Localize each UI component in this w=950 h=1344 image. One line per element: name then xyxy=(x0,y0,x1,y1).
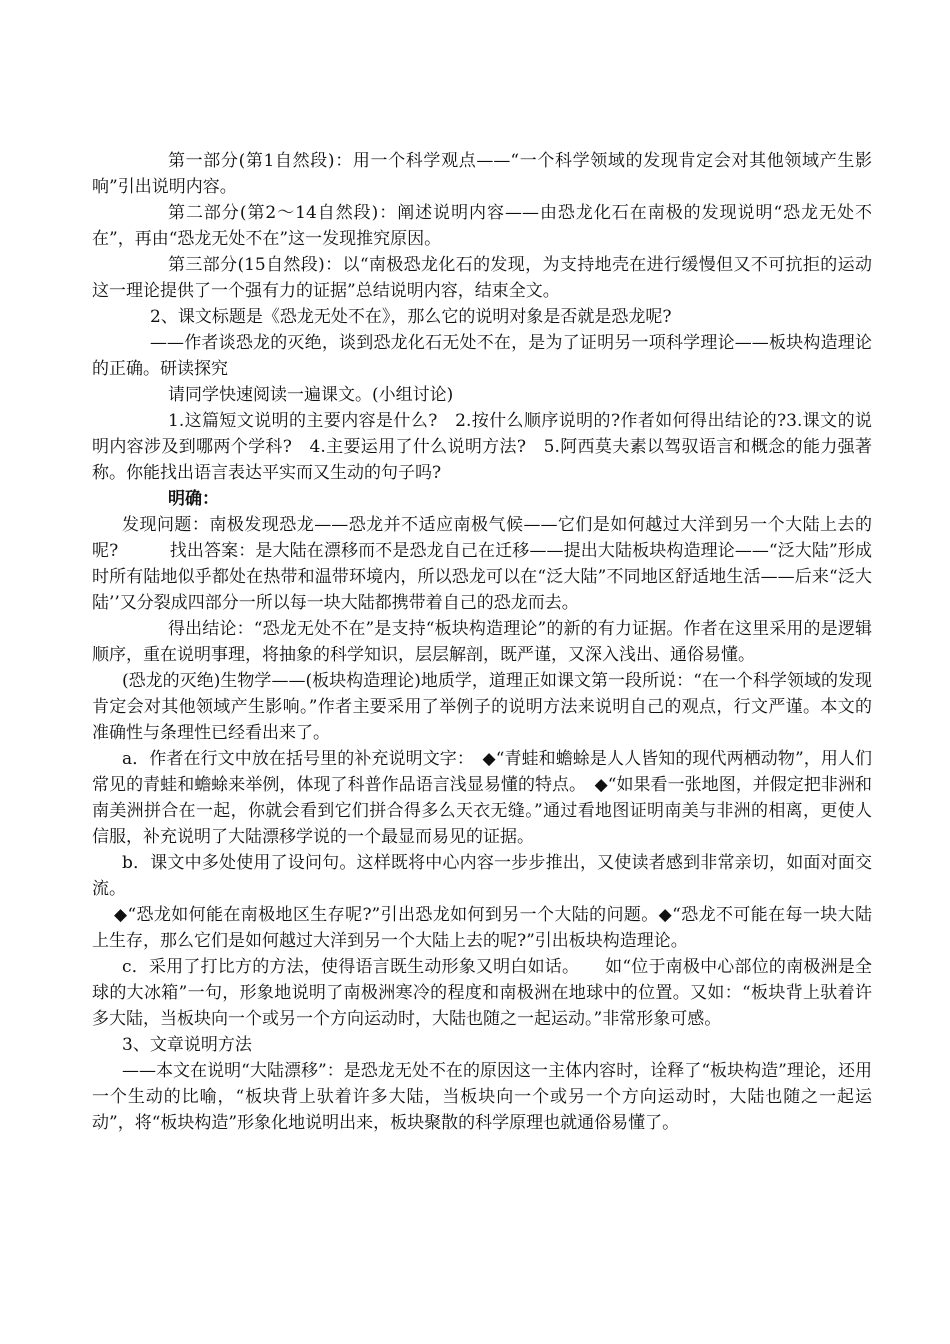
subjects-paragraph: (恐龙的灭绝)生物学——(板块构造理论)地质学，道理正如课文第一段所说：“在一个科学领域的发现肯定会对其他领域产生影响。”作者主要采用了举例子的说明方法来说明自己的观点，行文严谨。本文的准确性与条理性已经看出来了。 xyxy=(92,671,872,743)
question-two-answer: ——作者谈恐龙的灭绝，谈到恐龙化石无处不在，是为了证明另一项科学理论——板块构造理论的正确。研读探究 xyxy=(92,333,872,379)
part-two-paragraph: 第二部分(第2～14自然段)：阐述说明内容——由恐龙化石在南极的发现说明“恐龙无处不在”，再由“恐龙无处不在”这一发现推究原因。 xyxy=(92,203,872,249)
reading-prompt: 请同学快速阅读一遍课文。(小组讨论) xyxy=(168,385,454,405)
conclusion-paragraph: 得出结论：“恐龙无处不在”是支持“板块构造理论”的新的有力证据。作者在这里采用的是逻辑顺序，重在说明事理，将抽象的科学知识，层层解剖，既严谨，又深入浅出、通俗易懂。 xyxy=(92,619,872,665)
discover-paragraph: 发现问题：南极发现恐龙——恐龙并不适应南极气候——它们是如何越过大洋到另一个大陆上去的呢? 找出答案：是大陆在漂移而不是恐龙自己在迁移——提出大陆板块构造理论——“泛大陆”形成时所有陆地似乎都处在热带和温带环境内，所以恐龙可以在“泛大陆”不同地区舒适地生活——后来“泛大陆’’又分裂成四部分一所以每一块大陆都携带着自己的恐龙而去。 xyxy=(92,515,872,613)
point-a-paragraph: a．作者在行文中放在括号里的补充说明文字： ◆“青蛙和蟾蜍是人人皆知的现代两栖动物”，用人们常见的青蛙和蟾蜍来举例，体现了科普作品语言浅显易懂的特点。 ◆“如果看一张地图，并假定把非洲和南美洲拼合在一起，你就会看到它们拼合得多么天衣无缝。”通过看地图证明南美与非洲的相离，更使人信服，补充说明了大陆漂移学说的一个最显而易见的证据。 xyxy=(92,749,872,847)
point-b-paragraph: b．课文中多处使用了设问句。这样既将中心内容一步步推出，又使读者感到非常亲切，如面对面交流。 xyxy=(92,853,872,899)
part-one-paragraph: 第一部分(第1自然段)：用一个科学观点——“一个科学领域的发现肯定会对其他领域产生影响”引出说明内容。 xyxy=(92,151,872,197)
method-heading: 3、文章说明方法 xyxy=(122,1035,252,1055)
method-body: ——本文在说明“大陆漂移”：是恐龙无处不在的原因这一主体内容时，诠释了“板块构造”理论，还用一个生动的比喻，“板块背上驮着许多大陆，当板块向一个或另一个方向运动时，大陆也随之一起运动”，将“板块构造”形象化地说明出来，板块聚散的科学原理也就通俗易懂了。 xyxy=(92,1061,872,1133)
clarify-heading: 明确： xyxy=(168,489,219,509)
point-c-paragraph: c．采用了打比方的方法，使得语言既生动形象又明白如话。 如“位于南极中心部位的南极洲是全球的大冰箱”一句，形象地说明了南极洲寒冷的程度和南极洲在地球中的位置。又如：“板块背上驮着许多大陆，当板块向一个或另一个方向运动时，大陆也随之一起运动。”非常形象可感。 xyxy=(92,957,872,1029)
point-b-examples: ◆“恐龙如何能在南极地区生存呢?”引出恐龙如何到另一个大陆的问题。◆“恐龙不可能在每一块大陆上生存，那么它们是如何越过大洋到另一个大陆上去的呢?”引出板块构造理论。 xyxy=(92,905,872,951)
document-body xyxy=(92,148,872,1136)
part-three-paragraph: 第三部分(15自然段)：以“南极恐龙化石的发现，为支持地壳在进行缓慢但又不可抗拒的运动这一理论提供了一个强有力的证据”总结说明内容，结束全文。 xyxy=(92,255,872,301)
question-two: 2、课文标题是《恐龙无处不在》，那么它的说明对象是否就是恐龙呢? xyxy=(150,307,672,327)
discussion-questions: 1.这篇短文说明的主要内容是什么? 2.按什么顺序说明的?作者如何得出结论的?3.课文的说明内容涉及到哪两个学科? 4.主要运用了什么说明方法? 5.阿西莫夫素以驾驭语言和概念的能力强著称。你能找出语言表达平实而又生动的句子吗? xyxy=(92,411,872,483)
